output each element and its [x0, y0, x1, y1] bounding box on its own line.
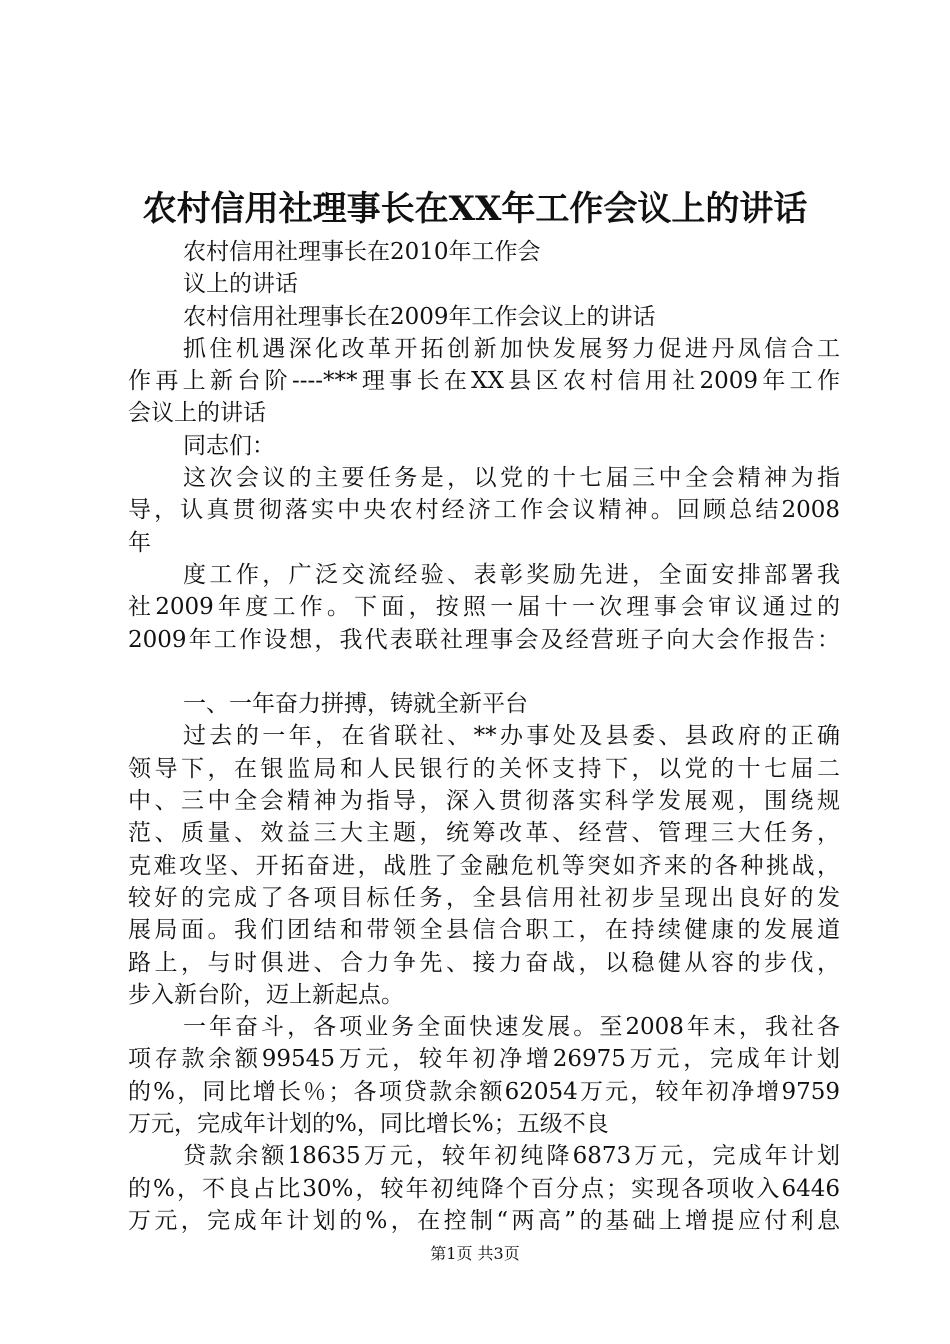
paragraph-line: 中、三中全会精神为指导，深入贯彻落实科学发展观，围绕规 [128, 788, 840, 815]
paragraph-line: 万元，完成年计划的%，同比增长%；五级不良 [128, 1111, 609, 1138]
paragraph-line: 农村信用社理事长在2010年工作会 [183, 239, 541, 265]
paragraph-line: 步入新台阶，迈上新起点。 [128, 981, 404, 1008]
paragraph-line: 范、质量、效益三大主题，统筹改革、经营、管理三大任务， [128, 820, 840, 847]
paragraph-line: 一年奋斗，各项业务全面快速发展。至2008年末，我社各 [183, 1014, 840, 1041]
paragraph-line: 年 [128, 529, 151, 556]
paragraph-line: 导，认真贯彻落实中央农村经济工作会议精神。回顾总结2008 [128, 497, 840, 524]
paragraph-line: 2009年工作设想，我代表联社理事会及经营班子向大会作报告： [128, 626, 840, 653]
blank-line [128, 656, 840, 688]
paragraph-line: 会议上的讲话 [128, 400, 266, 427]
paragraph-line: 议上的讲话 [183, 271, 298, 298]
paragraph-line: 过去的一年，在省联社、**办事处及县委、县政府的正确 [183, 723, 840, 750]
paragraph-line: 展局面。我们团结和带领全县信合职工，在持续健康的发展道 [128, 917, 840, 944]
paragraph-line: 度工作，广泛交流经验、表彰奖励先进，全面安排部署我 [183, 561, 840, 588]
paragraph-line: 领导下，在银监局和人民银行的关怀支持下，以党的十七届二 [128, 755, 840, 782]
paragraph-line: 一、一年奋力拼搏，铸就全新平台 [183, 691, 528, 718]
paragraph-line: 社2009年度工作。下面，按照一届十一次理事会审议通过的 [128, 594, 840, 621]
paragraph-line: 贷款余额18635万元，较年初纯降6873万元，完成年计划 [183, 1143, 840, 1170]
document-title: 农村信用社理事长在XX年工作会议上的讲话 [142, 189, 808, 229]
paragraph-line: 同志们： [183, 432, 275, 459]
paragraph-line: 项存款余额99545万元，较年初净增26975万元，完成年计划 [128, 1046, 840, 1073]
paragraph-line: 农村信用社理事长在2009年工作会议上的讲话 [183, 303, 656, 330]
paragraph-line: 作再上新台阶----***理事长在XX县区农村信用社2009年工作 [128, 368, 840, 395]
paragraph-line: 这次会议的主要任务是，以党的十七届三中全会精神为指 [183, 465, 840, 492]
paragraph-line: 的%，不良占比30%，较年初纯降个百分点；实现各项收入6446 [128, 1175, 840, 1202]
paragraph-line: 的%，同比增长％；各项贷款余额62054万元，较年初净增9759 [128, 1078, 840, 1105]
paragraph-line: 万元，完成年计划的%，在控制“两高”的基础上增提应付利息 [128, 1207, 840, 1234]
paragraph-line: 路上，与时俱进、合力争先、接力奋战，以稳健从容的步伐， [128, 949, 840, 976]
paragraph-line: 抓住机遇深化改革开拓创新加快发展努力促进丹凤信合工 [183, 335, 840, 362]
paragraph-line: 较好的完成了各项目标任务，全县信用社初步呈现出良好的发 [128, 884, 840, 911]
document-body [128, 236, 840, 1237]
page-footer: 第1页 共3页 [430, 1244, 520, 1263]
paragraph-line: 克难攻坚、开拓奋进，战胜了金融危机等突如齐来的各种挑战， [128, 852, 840, 879]
